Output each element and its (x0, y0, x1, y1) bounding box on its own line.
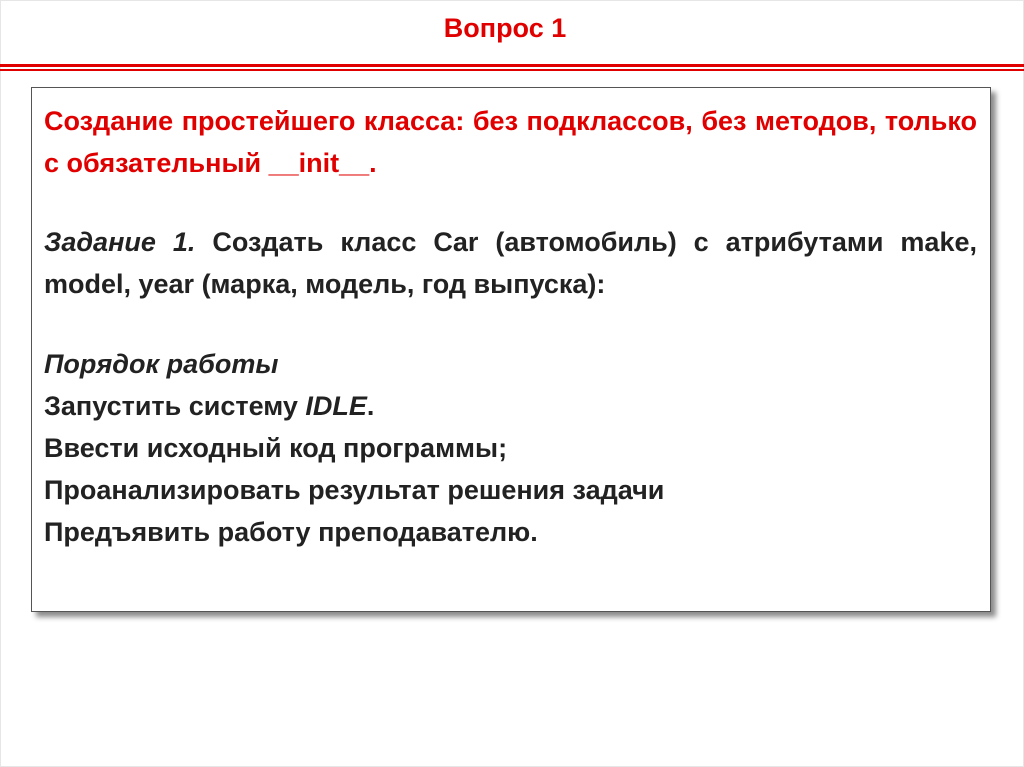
step-2: Ввести исходный код программы; (44, 433, 508, 463)
title-rule-bottom (0, 69, 1024, 71)
intro-paragraph: Создание простейшего класса: без подклассов, без методов, только с обязательный __init__. (44, 106, 977, 178)
slide-title: Вопрос 1 (443, 13, 567, 43)
step-1-prefix: Запустить систему (44, 391, 306, 421)
task-text: Создать класс Car (автомобиль) с атрибутами make, model, year (марка, модель, год выпуска): (44, 227, 977, 299)
step-4: Предъявить работу преподавателю. (44, 517, 538, 547)
step-3: Проанализировать результат решения задачи (44, 475, 665, 505)
step-1-emphasis: IDLE (305, 391, 367, 421)
task-paragraph (44, 221, 977, 305)
spacer (44, 305, 977, 343)
step-1-suffix: . (366, 391, 375, 421)
step-1 (44, 385, 977, 427)
content-box (31, 87, 991, 612)
title-rule-top (0, 64, 1024, 67)
spacer (44, 184, 977, 221)
task-label: Задание 1. (44, 227, 196, 257)
procedure-heading: Порядок работы (44, 349, 279, 379)
